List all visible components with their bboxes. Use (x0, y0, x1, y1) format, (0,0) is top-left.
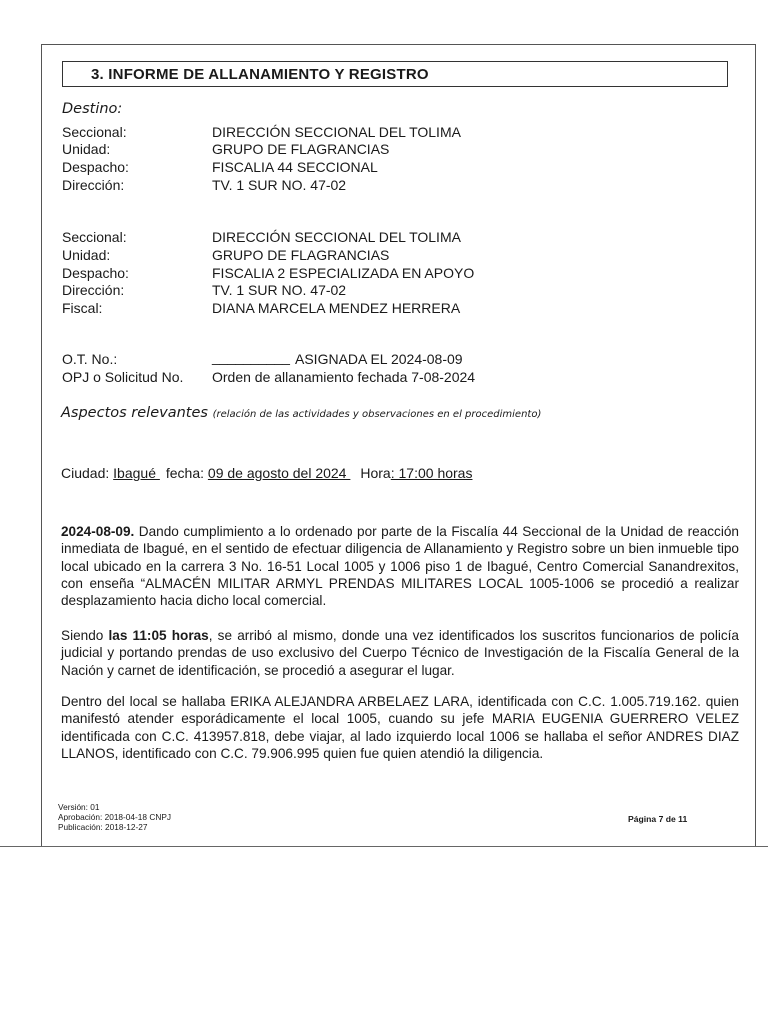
fecha-value: 09 de agosto del 2024 (207, 465, 351, 481)
aspectos-heading (61, 405, 541, 421)
field-value: TV. 1 SUR NO. 47-02 (212, 177, 347, 193)
field-value: DIRECCIÓN SECCIONAL DEL TOLIMA (212, 229, 461, 245)
p2-start: Siendo (61, 628, 109, 643)
p1-text: Dando cumplimiento a lo ordenado por parte de la Fiscalía 44 Seccional de la Unidad de reacción inmediata de Ibagué, en el sentido de efectuar diligencia de Allanamiento y Registro sobre un bien inmueble tipo local ubicado en la carrera 3 No. 16-51 Local 1005 y 1006 piso 1 de Ibagué, Centro Comercial Sanandrexitos, con enseña “ALMACÉN MILITAR ARMYL PRENDAS MILITARES LOCAL 1005-1006 se procedió a realizar desplazamiento hacia dicho local comercial. (61, 524, 739, 609)
field-value: FISCALIA 2 ESPECIALIZADA EN APOYO (212, 265, 475, 281)
section-title-text: INFORME DE ALLANAMIENTO Y REGISTRO (108, 66, 429, 83)
p2-text: , se arribó al mismo, donde una vez identificados los suscritos funcionarios de policía judicial y portando prendas de uso exclusivo del Cuerpo Técnico de Investigación de la Fiscalía General de la Nación y carnet de identificación, se procedió a asegurar el lugar. (61, 628, 739, 678)
footer-aprobacion: Aprobación: 2018-04-18 CNPJ (58, 812, 171, 822)
field-label: Dirección: (62, 282, 125, 298)
ot-label: O.T. No.: (62, 351, 118, 367)
footer-publicacion: Publicación: 2018-12-27 (58, 822, 148, 832)
page-number: Página 7 de 11 (628, 814, 688, 824)
hora-value: : 17:00 horas (390, 465, 473, 481)
opj-value: Orden de allanamiento fechada 7-08-2024 (212, 369, 476, 385)
p3-text: Dentro del local se hallaba ERIKA ALEJANDRA ARBELAEZ LARA, identificada con C.C. 1.005.719.162. quien manifestó atender esporádicamente el local 1005, cuando su jefe MARIA EUGENIA GUERRERO VELEZ identificada con C.C. 413957.818, debe viajar, al lado izquierdo local 1006 se hallaba el señor ANDRES DIAZ LLANOS, identificado con C.C. 79.906.995 quien fue quien atendió la diligencia. (61, 694, 739, 761)
fecha-label: fecha: (165, 465, 205, 481)
field-value: GRUPO DE FLAGRANCIAS (212, 141, 390, 157)
ot-blank: __________ (212, 349, 290, 365)
destino-heading: Destino: (62, 101, 123, 117)
field-label: Fiscal: (62, 300, 103, 316)
field-label: Despacho: (62, 265, 129, 281)
footer-version: Versión: 01 (58, 802, 100, 812)
aspectos-title: Aspectos relevantes (61, 405, 208, 421)
paragraph-1 (61, 523, 739, 609)
ot-value: ASIGNADA EL 2024-08-09 (295, 351, 463, 367)
field-value: TV. 1 SUR NO. 47-02 (212, 282, 347, 298)
field-value: DIRECCIÓN SECCIONAL DEL TOLIMA (212, 124, 461, 140)
field-value: GRUPO DE FLAGRANCIAS (212, 247, 390, 263)
paragraph-3 (61, 693, 739, 762)
ciudad-label: Ciudad: (61, 465, 110, 481)
field-label: Unidad: (62, 247, 111, 263)
hora-label: Hora (360, 465, 391, 481)
aspectos-note: (relación de las actividades y observaciones en el procedimiento) (212, 409, 542, 420)
paragraph-2 (61, 627, 739, 679)
field-label: Despacho: (62, 159, 129, 175)
section-number: 3. (91, 66, 104, 83)
p2-time: las 11:05 horas (108, 628, 209, 643)
field-value: FISCALIA 44 SECCIONAL (212, 159, 378, 175)
field-label: Seccional: (62, 124, 127, 140)
section-title (91, 66, 429, 83)
field-label: Dirección: (62, 177, 125, 193)
p1-date: 2024-08-09. (61, 524, 135, 539)
ciudad-value: Ibagué (113, 465, 160, 481)
field-label: Seccional: (62, 229, 127, 245)
footer-version-info (58, 802, 171, 832)
ciudad-line (61, 465, 472, 482)
opj-label: OPJ o Solicitud No. (62, 369, 184, 385)
field-label: Unidad: (62, 141, 111, 157)
bottom-rule (0, 846, 768, 847)
field-value: DIANA MARCELA MENDEZ HERRERA (212, 300, 461, 316)
